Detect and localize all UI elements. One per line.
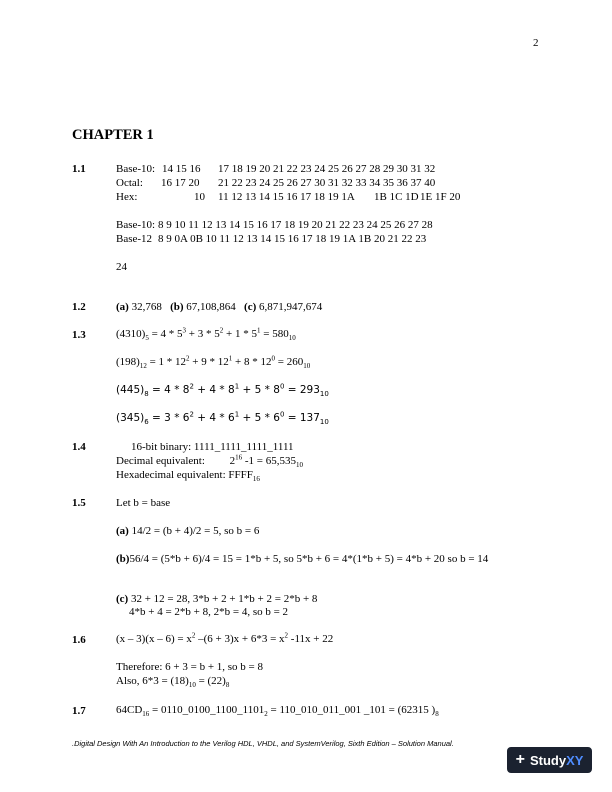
- problem-number-1-3: 1.3: [72, 329, 86, 341]
- part-c-line-1: (c) 32 + 12 = 28, 3*b + 2 + 1*b + 2 = 2*b + 8: [116, 593, 318, 605]
- row-base10b-label: Base-10:: [116, 219, 156, 231]
- row-base12-vals: 8 9 0A 0B 10 11 12 13 14 15 16 17 18 19 1A 1B 20 21 22 23: [158, 233, 427, 245]
- answer-1-2: [116, 301, 322, 313]
- row-hex-vals-d: 1E 1F 20: [420, 191, 461, 203]
- problem-number-1-4: 1.4: [72, 441, 86, 453]
- part-c-line-2: 4*b + 4 = 2*b + 8, 2*b = 4, so b = 2: [129, 606, 289, 618]
- row-octal-vals-b: 21 22 23 24 25 26 27 30 31 32 33 34 35 36 37 40: [218, 177, 436, 189]
- row-hex-vals-b: 11 12 13 14 15 16 17 18 19 1A: [218, 191, 355, 203]
- row-base12-label: Base-12: [116, 233, 153, 245]
- studyxy-badge[interactable]: [507, 747, 592, 773]
- hex-line: Hexadecimal equivalent: $FFFF_{16}$: [116, 469, 260, 484]
- part-a-value: 32,768: [131, 301, 162, 313]
- row-base10-vals-b: 17 18 19 20 21 22 23 24 25 26 27 28 29 30 31 32: [218, 163, 436, 175]
- brand-study: Study: [529, 752, 567, 768]
- problem-number-1-5: 1.5: [72, 497, 86, 509]
- row-hex-vals-c: 1B 1C 1D: [374, 191, 419, 203]
- equation-1-3-d: $(345)_6 = 3 * 6^2 + 4 * 6^1 + 5 * 6^0 = 137_{10}$: [116, 410, 329, 427]
- part-a-label: (a): [116, 301, 129, 313]
- row-hex-label: Hex:: [116, 191, 138, 203]
- part-c-value: 6,871,947,674: [259, 301, 323, 313]
- brand-xy: XY: [566, 752, 584, 768]
- problem-number-1-6: 1.6: [72, 634, 86, 646]
- row-base10b-vals: 8 9 10 11 12 13 14 15 16 17 18 19 20 21 22 23 24 25 26 27 28: [158, 219, 433, 231]
- row-octal-label: Octal:: [116, 177, 143, 189]
- expansion-line: $(x - 3)(x - 6) = x^2$ $-(6 + 3)x + 6*3 = x^2$ -11x + 22: [116, 631, 334, 645]
- equation-1-3-b: $(198)_{12} = 1 * 12^2 + 9 * 12^1 + 8 * 12^0 = 260_{10}$: [116, 354, 311, 371]
- part-b-line: (b)56/4 = (5*b + 6)/4 = 15 = 1*b + 5, so 5*b + 6 = 4*(1*b + 5) = 4*b + 20 so b = 14: [116, 553, 489, 565]
- problem-number-1-7: 1.7: [72, 705, 86, 717]
- row-octal-vals-a: 16 17 20: [161, 177, 200, 189]
- equation-1-3-c: $(445)_8 = 4 * 8^2 + 4 * 8^1 + 5 * 8^0 = 293_{10}$: [116, 382, 329, 399]
- decimal-line: Decimal equivalent: $2^{16}$ $-1 = 65,535_{10}$: [116, 453, 304, 470]
- plus-icon: +: [515, 751, 525, 768]
- problem-number-1-1: 1.1: [72, 163, 86, 175]
- chapter-title: CHAPTER 1: [72, 127, 154, 143]
- therefore-line: Therefore: 6 + 3 = b + 1, so b = 8: [116, 661, 264, 673]
- equation-1-3-a: $(4310)_5 = 4 * 5^3 + 3 * 5^2 + 1 * 5^1 = 580_{10}$: [116, 326, 296, 343]
- part-b-value: 67,108,864: [186, 301, 236, 313]
- problem-number-1-2: 1.2: [72, 301, 86, 313]
- row-base10-vals-a: 14 15 16: [162, 163, 201, 175]
- row-base12-wrap: 24: [116, 261, 127, 273]
- part-a-line: (a) 14/2 = (b + 4)/2 = 5, so b = 6: [116, 525, 260, 537]
- conversion-line: $64CD_{16}$ = $0110\_0100\_1100\_1101_2$ = 110_010_011_001 _101 = (62315 )$_8$: [116, 704, 439, 719]
- also-line: Also, $6*3 = (18)_{10} = (22)_8$: [116, 675, 230, 690]
- part-b-label: (b): [170, 301, 184, 313]
- let-b-line: Let b = base: [116, 497, 171, 509]
- page-number: 2: [533, 37, 539, 49]
- row-hex-vals-a: 10: [194, 191, 205, 203]
- footer-citation: .Digital Design With An Introduction to the Verilog HDL, VHDL, and SystemVerilog, Sixth Edition – Solution Manual.: [72, 739, 454, 748]
- binary-line: 16-bit binary: 1111_1111_1111_1111: [131, 441, 294, 453]
- part-c-label: (c): [244, 301, 257, 313]
- row-base10-label: Base-10:: [116, 163, 156, 175]
